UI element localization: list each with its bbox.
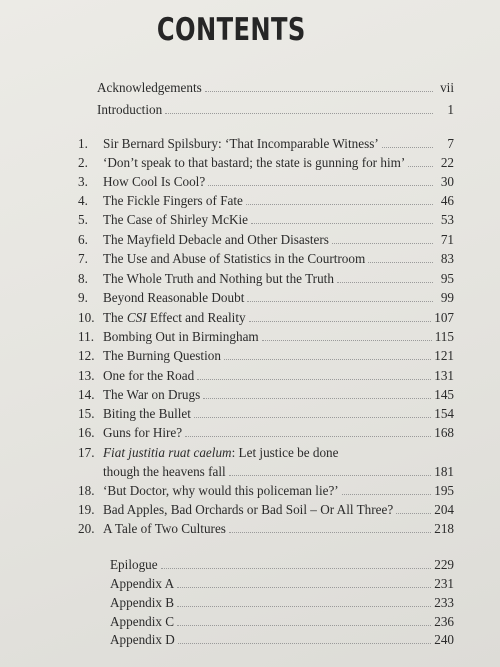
chapter-page: 115 — [434, 329, 454, 344]
chapter-page: 53 — [440, 212, 454, 227]
chapter-number: 11. — [78, 329, 94, 344]
toc-entry-page: 233 — [434, 595, 454, 610]
toc-chapter — [78, 309, 454, 327]
toc-chapter — [78, 135, 454, 153]
chapter-title: Bombing Out in Birmingham — [103, 329, 259, 344]
chapter-page: 121 — [434, 348, 454, 363]
chapter-title: The CSI Effect and Reality — [103, 310, 246, 325]
chapter-page: 145 — [434, 387, 454, 402]
dot-leader — [203, 397, 431, 399]
toc-entry-label: Appendix A — [110, 576, 175, 591]
chapter-number: 12. — [78, 348, 95, 363]
toc-entry-label: Appendix C — [110, 614, 175, 629]
chapter-title-continued: though the heavens fall — [103, 464, 226, 479]
toc-chapter — [78, 289, 454, 307]
toc-entry-label: Acknowledgements — [97, 80, 202, 95]
dot-leader — [229, 474, 432, 476]
toc-entry — [110, 575, 454, 593]
toc-chapter — [78, 405, 454, 423]
dot-leader — [177, 586, 431, 588]
toc-chapter — [78, 501, 454, 519]
chapter-title: How Cool Is Cool? — [103, 174, 206, 189]
chapter-title: Biting the Bullet — [103, 406, 191, 421]
dot-leader — [197, 378, 431, 380]
chapter-title: Guns for Hire? — [103, 425, 183, 440]
toc-chapter — [78, 367, 454, 385]
dot-leader — [382, 146, 433, 148]
chapter-title: The War on Drugs — [103, 387, 201, 402]
toc-entry-page: 231 — [434, 576, 454, 591]
toc-entry-page: 240 — [434, 632, 454, 647]
toc-chapter — [78, 192, 454, 210]
toc-entry — [110, 631, 454, 649]
chapter-title: The Case of Shirley McKie — [103, 212, 249, 227]
chapter-page: 22 — [440, 155, 454, 170]
chapter-number: 10. — [78, 310, 95, 325]
chapter-title: The Whole Truth and Nothing but the Truth — [103, 271, 334, 286]
toc-entry-label: Epilogue — [110, 557, 158, 572]
dot-leader — [177, 605, 431, 607]
chapter-page: 168 — [434, 425, 454, 440]
toc-chapter — [78, 424, 454, 442]
toc-entry-page: 229 — [434, 557, 454, 572]
toc-entry-label: Appendix D — [110, 632, 175, 647]
chapter-number: 7. — [78, 251, 88, 266]
chapter-number: 18. — [78, 483, 95, 498]
dot-leader — [165, 112, 433, 114]
chapter-page: 46 — [440, 193, 454, 208]
dot-leader — [342, 493, 432, 495]
toc-chapter — [78, 482, 454, 500]
chapter-title: Sir Bernard Spilsbury: ‘That Incomparable Witness’ — [103, 136, 379, 151]
chapter-page: 83 — [440, 251, 454, 266]
chapter-page: 181 — [434, 464, 454, 479]
chapter-number: 6. — [78, 232, 88, 247]
chapter-page: 218 — [434, 521, 454, 536]
chapter-page: 99 — [440, 290, 454, 305]
toc-entry — [110, 613, 454, 631]
dot-leader — [185, 435, 431, 437]
toc-chapter — [78, 270, 454, 288]
toc-entry-label: Appendix B — [110, 595, 175, 610]
chapter-page: 7 — [447, 136, 454, 151]
toc-entry-page: 236 — [434, 614, 454, 629]
chapter-number: 16. — [78, 425, 95, 440]
chapter-page: 30 — [440, 174, 454, 189]
dot-leader — [161, 567, 432, 569]
chapter-page: 204 — [434, 502, 454, 517]
dot-leader — [408, 165, 433, 167]
dot-leader — [177, 624, 431, 626]
toc-chapter — [78, 444, 454, 462]
chapter-page: 71 — [440, 232, 454, 247]
chapter-number: 15. — [78, 406, 95, 421]
chapter-page: 107 — [434, 310, 454, 325]
chapter-number: 14. — [78, 387, 95, 402]
chapter-title: ‘Don’t speak to that bastard; the state is gunning for him’ — [103, 155, 406, 170]
toc-chapter — [78, 173, 454, 191]
toc-chapter — [78, 250, 454, 268]
dot-leader — [247, 300, 433, 302]
page-title: CONTENTS — [156, 12, 306, 48]
toc-chapter — [78, 386, 454, 404]
chapter-title: The Mayfield Debacle and Other Disasters — [103, 232, 329, 247]
dot-leader — [246, 203, 433, 205]
chapter-page: 154 — [434, 406, 454, 421]
dot-leader — [208, 184, 433, 186]
chapter-title: A Tale of Two Cultures — [103, 521, 226, 536]
chapter-title: The Burning Question — [103, 348, 221, 363]
dot-leader — [262, 339, 432, 341]
chapter-number: 2. — [78, 155, 88, 170]
toc-chapter — [78, 328, 454, 346]
dot-leader — [224, 358, 431, 360]
chapter-number: 3. — [78, 174, 88, 189]
chapter-title: One for the Road — [103, 368, 195, 383]
chapter-number: 17. — [78, 445, 95, 460]
chapter-number: 4. — [78, 193, 88, 208]
dot-leader — [249, 320, 432, 322]
chapter-title: ‘But Doctor, why would this policeman lie?’ — [103, 483, 339, 498]
dot-leader — [332, 242, 433, 244]
toc-chapter — [78, 211, 454, 229]
dot-leader — [251, 222, 433, 224]
toc-entry — [110, 556, 454, 574]
chapter-number: 8. — [78, 271, 88, 286]
toc-chapter-continued — [78, 463, 454, 481]
dot-leader — [396, 512, 431, 514]
toc-entry-label: Introduction — [97, 102, 163, 117]
chapter-page: 131 — [434, 368, 454, 383]
chapter-number: 9. — [78, 290, 88, 305]
dot-leader — [194, 416, 431, 418]
dot-leader — [368, 261, 433, 263]
dot-leader — [229, 531, 431, 533]
toc-entry-page: vii — [440, 80, 454, 95]
toc-chapter — [78, 231, 454, 249]
dot-leader — [178, 642, 431, 644]
toc-chapter — [78, 154, 454, 172]
dot-leader — [337, 281, 433, 283]
toc-entry-page: 1 — [447, 102, 454, 117]
chapter-number: 1. — [78, 136, 88, 151]
chapter-number: 5. — [78, 212, 88, 227]
toc-entry — [97, 101, 454, 119]
chapter-title: Beyond Reasonable Doubt — [103, 290, 245, 305]
chapter-title: The Fickle Fingers of Fate — [103, 193, 243, 208]
chapter-title: Bad Apples, Bad Orchards or Bad Soil – Or All Three? — [103, 502, 394, 517]
toc-chapter — [78, 347, 454, 365]
chapter-page: 195 — [434, 483, 454, 498]
chapter-number: 13. — [78, 368, 95, 383]
toc-entry — [110, 594, 454, 612]
toc-entry — [97, 79, 454, 97]
dot-leader — [205, 90, 433, 92]
chapter-number: 19. — [78, 502, 95, 517]
toc-chapter — [78, 520, 454, 538]
chapter-page: 95 — [440, 271, 454, 286]
chapter-title: The Use and Abuse of Statistics in the Courtroom — [103, 251, 366, 266]
chapter-title: Fiat justitia ruat caelum: Let justice be done — [103, 445, 339, 460]
chapter-number: 20. — [78, 521, 95, 536]
